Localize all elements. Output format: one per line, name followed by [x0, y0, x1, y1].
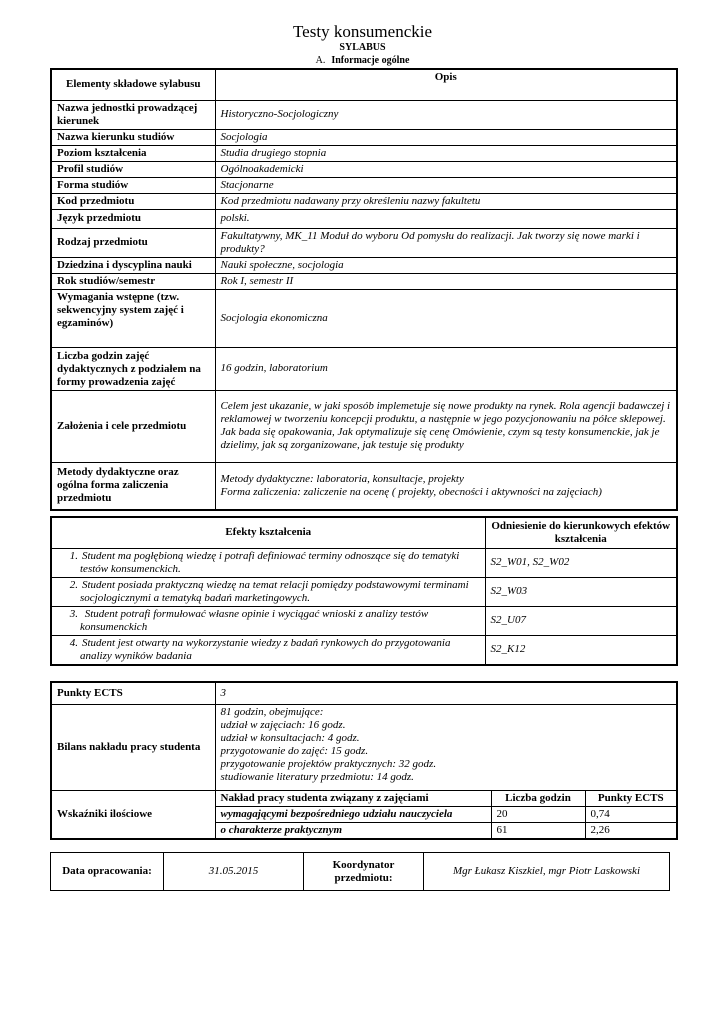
outcome-item: [51, 606, 485, 635]
col-header-elements: Elementy składowe sylabusu: [51, 69, 215, 100]
indicators-label: Wskaźniki ilościowe: [51, 790, 215, 839]
ects-table: [50, 681, 678, 840]
workload-line: przygotowanie do zajęć: 15 godz.: [220, 744, 369, 757]
indicator-ects: 0,74: [585, 806, 677, 822]
row-label: Dziedzina i dyscyplina nauki: [51, 257, 215, 273]
row-value: 16 godzin, laboratorium: [215, 347, 677, 390]
row-label: Założenia i cele przedmiotu: [51, 390, 215, 462]
workload-line: udział w zajęciach: 16 godz.: [220, 718, 346, 731]
row-value: Studia drugiego stopnia: [215, 145, 677, 161]
learning-outcomes-table: [50, 516, 678, 666]
methods-line: Metody dydaktyczne: laboratoria, konsultacje, projekty: [220, 472, 464, 485]
date-value: 31.05.2015: [164, 853, 304, 891]
row-value: Rok I, semestr II: [215, 273, 677, 289]
indicator-header-ects: Punkty ECTS: [585, 790, 677, 806]
row-label: Wymagania wstępne (tzw. sekwencyjny system zajęć i egzaminów): [51, 289, 215, 347]
row-value: Nauki społeczne, socjologia: [215, 257, 677, 273]
section-prefix: A.: [315, 55, 326, 66]
workload-balance-list: [215, 704, 677, 790]
section-title: Informacje ogólne: [331, 55, 410, 66]
row-value: [215, 462, 677, 510]
outcome-item: [51, 635, 485, 665]
reference-header: Odniesienie do kierunkowych efektów kształcenia: [485, 517, 677, 548]
row-label: Kod przedmiotu: [51, 193, 215, 209]
workload-balance-label: Bilans nakładu pracy studenta: [51, 704, 215, 790]
row-value: polski.: [215, 209, 677, 228]
indicator-hours: 20: [491, 806, 585, 822]
ects-points-value: 3: [215, 682, 677, 704]
row-value: Fakultatywny, MK_11 Moduł do wyboru Od pomysłu do realizacji. Jak tworzy się nowe marki i produkty?: [215, 228, 677, 257]
outcome-reference: S2_W01, S2_W02: [485, 548, 677, 577]
col-header-description: Opis: [215, 69, 677, 100]
workload-line: udział w konsultacjach: 4 godz.: [220, 731, 360, 744]
assessment-line: Forma zaliczenia: zaliczenie na ocenę ( projekty, obecności i aktywności na zajęciach): [220, 485, 602, 498]
document-subtitle: SYLABUS: [339, 42, 386, 53]
row-value: Socjologia ekonomiczna: [215, 289, 677, 347]
section-heading: [0, 55, 725, 66]
coordinator-label: Koordynator przedmiotu:: [304, 853, 424, 891]
row-label: Nazwa jednostki prowadzącej kierunek: [51, 100, 215, 129]
row-label: Metody dydaktyczne oraz ogólna forma zaliczenia przedmiotu: [51, 462, 215, 510]
row-label: Język przedmiotu: [51, 209, 215, 228]
outcomes-header: Efekty kształcenia: [51, 517, 485, 548]
outcome-text: Student jest otwarty na wykorzystanie wiedzy z badań rynkowych do przygotowania analizy wyników badania: [80, 636, 451, 662]
outcome-item: [51, 577, 485, 606]
date-label: Data opracowania:: [51, 853, 164, 891]
ects-points-label: Punkty ECTS: [51, 682, 215, 704]
outcome-number: 4.: [69, 636, 78, 649]
outcome-text: Student ma pogłębioną wiedzę i potrafi definiować terminy odnoszące się do tematyki testów konsumenckich.: [80, 549, 460, 575]
indicator-hours: 61: [491, 822, 585, 839]
row-value: Celem jest ukazanie, w jaki sposób implemetuje się nowe produkty na rynek. Rola agencji badawczej i reklamowej w tworzeniu koncepcji produktu, a następnie w jego pozycjonowaniu na półce sklepowej. Jak bada się opakowania, Jak optymalizuje się cenę Omówienie, czym są testy konsumenckie, jak je dzielimy, jak są zorganizowane, jak testuje się produkty: [215, 390, 677, 462]
row-value: Ogólnoakademicki: [215, 161, 677, 177]
row-label: Poziom kształcenia: [51, 145, 215, 161]
row-label: Rodzaj przedmiotu: [51, 228, 215, 257]
indicator-name: wymagającymi bezpośredniego udziału nauczyciela: [215, 806, 491, 822]
workload-line: przygotowanie projektów praktycznych: 32 godz.: [220, 757, 437, 770]
outcome-number: 1.: [69, 549, 78, 562]
document-title: Testy konsumenckie: [292, 22, 433, 41]
row-label: Forma studiów: [51, 177, 215, 193]
row-value: Stacjonarne: [215, 177, 677, 193]
general-info-table: [50, 68, 678, 511]
row-label: Nazwa kierunku studiów: [51, 129, 215, 145]
indicator-header-workload: Nakład pracy studenta związany z zajęciami: [215, 790, 491, 806]
indicator-ects: 2,26: [585, 822, 677, 839]
indicator-name: o charakterze praktycznym: [215, 822, 491, 839]
footer-table: [50, 852, 670, 891]
row-value: Historyczno-Socjologiczny: [215, 100, 677, 129]
workload-line: studiowanie literatury przedmiotu: 14 godz.: [220, 770, 414, 783]
row-label: Rok studiów/semestr: [51, 273, 215, 289]
outcome-number: 2.: [69, 578, 78, 591]
outcome-reference: S2_W03: [485, 577, 677, 606]
workload-line: 81 godzin, obejmujące:: [220, 705, 324, 718]
outcome-item: [51, 548, 485, 577]
row-value: Kod przedmiotu nadawany przy określeniu nazwy fakultetu: [215, 193, 677, 209]
row-value: Socjologia: [215, 129, 677, 145]
row-label: Profil studiów: [51, 161, 215, 177]
outcome-text: Student potrafi formułować własne opinie i wyciągać wnioski z analizy testów konsumenckich: [80, 607, 429, 633]
indicator-header-hours: Liczba godzin: [491, 790, 585, 806]
outcome-reference: S2_U07: [485, 606, 677, 635]
row-label: Liczba godzin zajęć dydaktycznych z podziałem na formy prowadzenia zajęć: [51, 347, 215, 390]
outcome-reference: S2_K12: [485, 635, 677, 665]
outcome-text: Student posiada praktyczną wiedzę na temat relacji pomiędzy podstawowymi terminami socjologicznymi a tematyką badań marketingowych.: [80, 578, 469, 604]
outcome-number: 3.: [69, 607, 78, 620]
coordinator-value: Mgr Łukasz Kiszkiel, mgr Piotr Laskowski: [424, 853, 670, 891]
